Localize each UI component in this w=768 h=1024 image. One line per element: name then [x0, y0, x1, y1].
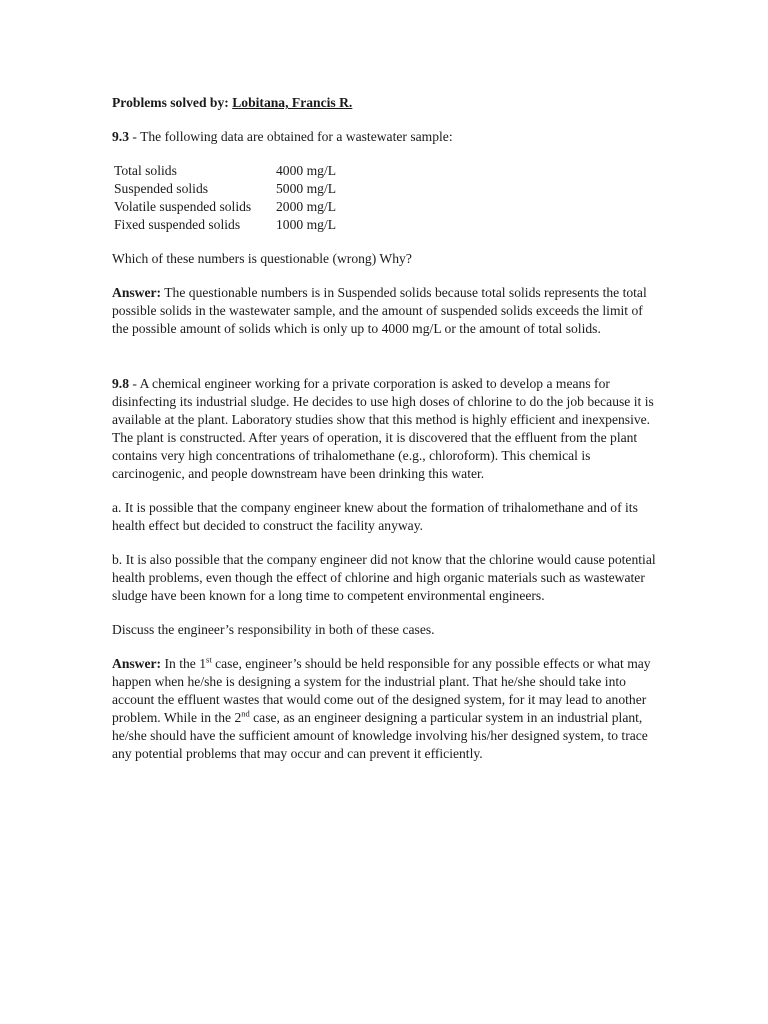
ordinal-superscript: st: [206, 654, 212, 665]
problem-number: 9.8: [112, 376, 129, 391]
discuss-prompt: Discuss the engineer’s responsibility in both of these cases.: [112, 622, 435, 637]
row-value: 5000 mg/L: [276, 181, 337, 196]
table-row: [114, 216, 336, 234]
problem-9-8-statement: [112, 375, 657, 483]
answer-label: Answer:: [112, 656, 162, 671]
table-row: [114, 180, 336, 198]
document-body: [112, 94, 657, 763]
problem-intro: - The following data are obtained for a wastewater sample:: [129, 129, 453, 144]
row-label: Suspended solids: [114, 181, 209, 196]
answer-label: Answer:: [112, 285, 162, 300]
problem-intro: - A chemical engineer working for a private corporation is asked to develop a means for disinfecting its industrial sludge. He decides to use high doses of chlorine to do the job because it is available at the plant. Laboratory studies show that this method is highly efficient and inexpensive. The plant is constructed. After years of operation, it is discovered that the effluent from the plant contains very high concentrations of trihalomethane (e.g., chloroform). This chemical is carcinogenic, and people downstream have been drinking this water.: [112, 376, 654, 481]
heading-prefix: Problems solved by:: [112, 95, 229, 110]
table-row: [114, 162, 336, 180]
ordinal-superscript: nd: [241, 708, 250, 719]
problem-9-3-question: Which of these numbers is questionable (wrong) Why?: [112, 251, 412, 266]
case-b-paragraph: b. It is also possible that the company engineer did not know that the chlorine would cause potential health problems, even though the effect of chlorine and high organic materials such as wastewater sludge have been known for a long time to competent environmental engineers.: [112, 552, 656, 603]
row-label: Total solids: [114, 163, 177, 178]
answer-text-part-3: case, as an engineer designing a particular system in an industrial plant, he/she should have the sufficient amount of knowledge involving his/her designed system, to trace any potential problems that may occur and can prevent it efficiently.: [112, 710, 648, 761]
problem-9-8-answer: [112, 655, 657, 763]
table-row: [114, 198, 336, 216]
row-label: Fixed suspended solids: [114, 217, 241, 232]
answer-text: The questionable numbers is in Suspended solids because total solids represents the total possible solids in the wastewater sample, and the amount of suspended solids exceeds the limit of the possible amount of solids which is only up to 4000 mg/L or the amount of total solids.: [112, 285, 647, 336]
problem-9-3-statement: [112, 128, 657, 146]
problem-number: 9.3: [112, 129, 129, 144]
row-value: 4000 mg/L: [276, 163, 337, 178]
answer-text-part-1: In the 1: [161, 656, 207, 671]
row-label: Volatile suspended solids: [114, 199, 252, 214]
wastewater-data-table: [114, 162, 336, 234]
row-value: 1000 mg/L: [276, 217, 337, 232]
problem-9-3-answer: [112, 284, 657, 338]
document-heading: [112, 94, 657, 112]
case-a-paragraph: a. It is possible that the company engineer knew about the formation of trihalomethane and of its health effect but decided to construct the facility anyway.: [112, 500, 638, 533]
row-value: 2000 mg/L: [276, 199, 337, 214]
author-name: Lobitana, Francis R.: [232, 95, 353, 110]
answer-text-part-2: case, engineer’s should be held responsible for any possible effects or what may happen when he/she is designing a system for the industrial plant. That he/she should take into account the effluent wastes that would come out of the designed system, for it may lead to another problem. While in the 2: [112, 656, 651, 725]
